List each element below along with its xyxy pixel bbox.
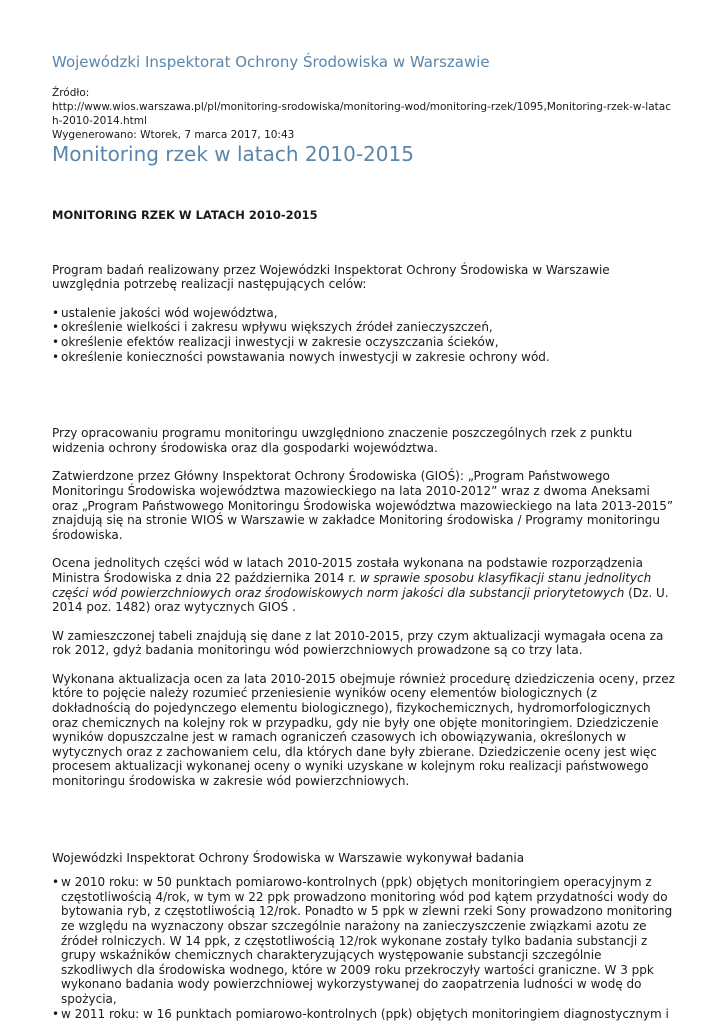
intro-paragraph: Program badań realizowany przez Wojewódzki Inspektorat Ochrony Środowiska w Warszawie uwzględnia potrzebę realizacji następujących celów:: [52, 262, 610, 292]
list-item: • określenie konieczności powstawania nowych inwestycji w zakresie ochrony wód.: [52, 350, 677, 365]
source-meta: [52, 86, 677, 142]
paragraph-importance: Przy opracowaniu programu monitoringu uwzględniono znaczenie poszczególnych rzek z punktu widzenia ochrony środowiska oraz dla gospodarki województwa.: [52, 426, 633, 455]
list-item: • określenie wielkości i zakresu wpływu większych źródeł zanieczyszczeń,: [52, 320, 677, 335]
paragraph-inheritance: Wykonana aktualizacja ocen za lata 2010-2015 obejmuje również procedurę dziedziczenia oceny, przez które to pojęcie należy rozumieć przeniesienie wyników oceny elementów biologicznych (z dokładnością do pojedynczego elementu biologicznego), fizykochemicznych, hydromorfologicznych oraz chemicznych na kolejny rok w przypadku, gdy nie były one objęte monitoringiem. Dziedziczenie wyników dopuszczalne jest w ramach ograniczeń czasowych ich obowiązywania, określonych w wytycznych oraz z zachowaniem celu, dla których dane były zbierane. Dziedziczenie oceny jest więc procesem aktualizacji wykonanej oceny o wyniki uzyskane w kolejnym roku realizacji państwowego monitoringu środowiska w zakresie wód powierzchniowych.: [52, 671, 675, 789]
regulation-title: w sprawie sposobu klasyfikacji stanu jednolitych części wód powierzchniowych oraz środowiskowych norm jakości dla substancji priorytetowych: [52, 570, 652, 600]
list-item: • w 2010 roku: w 50 punktach pomiarowo-kontrolnych (ppk) objętych monitoringiem operacyjnym z częstotliwością 4/rok, w tym w 22 ppk prowadzono monitoring wód pod kątem przydatności wody do bytowania ryb, z częstotliwością 12/rok. Ponadto w 5 ppk w zlewni rzeki Sony prowadzono monitoring ze względu na wyznaczony obszar szczególnie narażony na zanieczyszczenie związkami azotu ze źródeł rolniczych. W 14 ppk, z częstotliwością 12/rok wykonane zostały tylko badania substancji z grupy wskaźników chemicznych charakteryzujących występowanie substancji szczególnie szkodliwych dla środowiska wodnego, które w 2009 roku przekroczyły wartości graniczne. W 3 ppk wykonano badania wody powierzchniowej wykorzystywanej do zaopatrzenia ludności w wodę do spożycia,: [52, 875, 677, 1006]
article-heading: MONITORING RZEK W LATACH 2010-2015: [52, 208, 318, 222]
site-title: Wojewódzki Inspektorat Ochrony Środowiska w Warszawie: [52, 53, 490, 71]
list-item: • w 2011 roku: w 16 punktach pomiarowo-kontrolnych (ppk) objętych monitoringiem diagnostycznym i: [52, 1007, 677, 1022]
list-item: • określenie efektów realizacji inwestycji w zakresie oczyszczania ścieków,: [52, 335, 677, 350]
assessment-text: Ocena jednolitych części wód w latach 2010-2015 została wykonana na podstawie rozporządzenia Ministra Środowiska z dnia 22 października 2014 r.: [52, 556, 643, 585]
source-label: Źródło:: [52, 87, 90, 99]
assessment-ref: (Dz. U. 2014 poz. 1482) oraz wytycznych GIOŚ .: [52, 585, 669, 615]
generated-date: Wygenerowano: Wtorek, 7 marca 2017, 10:43: [52, 129, 295, 141]
paragraph-programs: Zatwierdzone przez Główny Inspektorat Ochrony Środowiska (GIOŚ): „Program Państwowego Monitoringu Środowiska województwa mazowieckiego na lata 2010-2012” wraz z dwoma Aneksami oraz „Program Państwowego Monitoringu Środowiska województwa mazowieckiego na lata 2013-2015” znajdują się na stronie WIOŚ w Warszawie w zakładce Monitoring środowiska / Programy monitoringu środowiska.: [52, 469, 674, 542]
source-url[interactable]: http://www.wios.warszawa.pl/pl/monitoring-srodowiska/monitoring-wod/monitoring-rzek/1095,Monitoring-rzek-w-latach-2010-2014.html: [52, 101, 671, 127]
paragraph-assessment: [52, 556, 677, 614]
page-title: Monitoring rzek w latach 2010-2015: [52, 142, 414, 166]
years-list: [52, 875, 677, 1021]
goals-list: [52, 306, 677, 364]
article-body: [52, 208, 677, 1021]
list-item: • ustalenie jakości wód województwa,: [52, 306, 677, 321]
paragraph-table-note: W zamieszczonej tabeli znajdują się dane z lat 2010-2015, przy czym aktualizacji wymagała ocena za rok 2012, gdyż badania monitoringu wód powierzchniowych prowadzone są co trzy lata.: [52, 628, 664, 658]
paragraph-research: Wojewódzki Inspektorat Ochrony Środowiska w Warszawie wykonywał badania: [52, 850, 525, 865]
